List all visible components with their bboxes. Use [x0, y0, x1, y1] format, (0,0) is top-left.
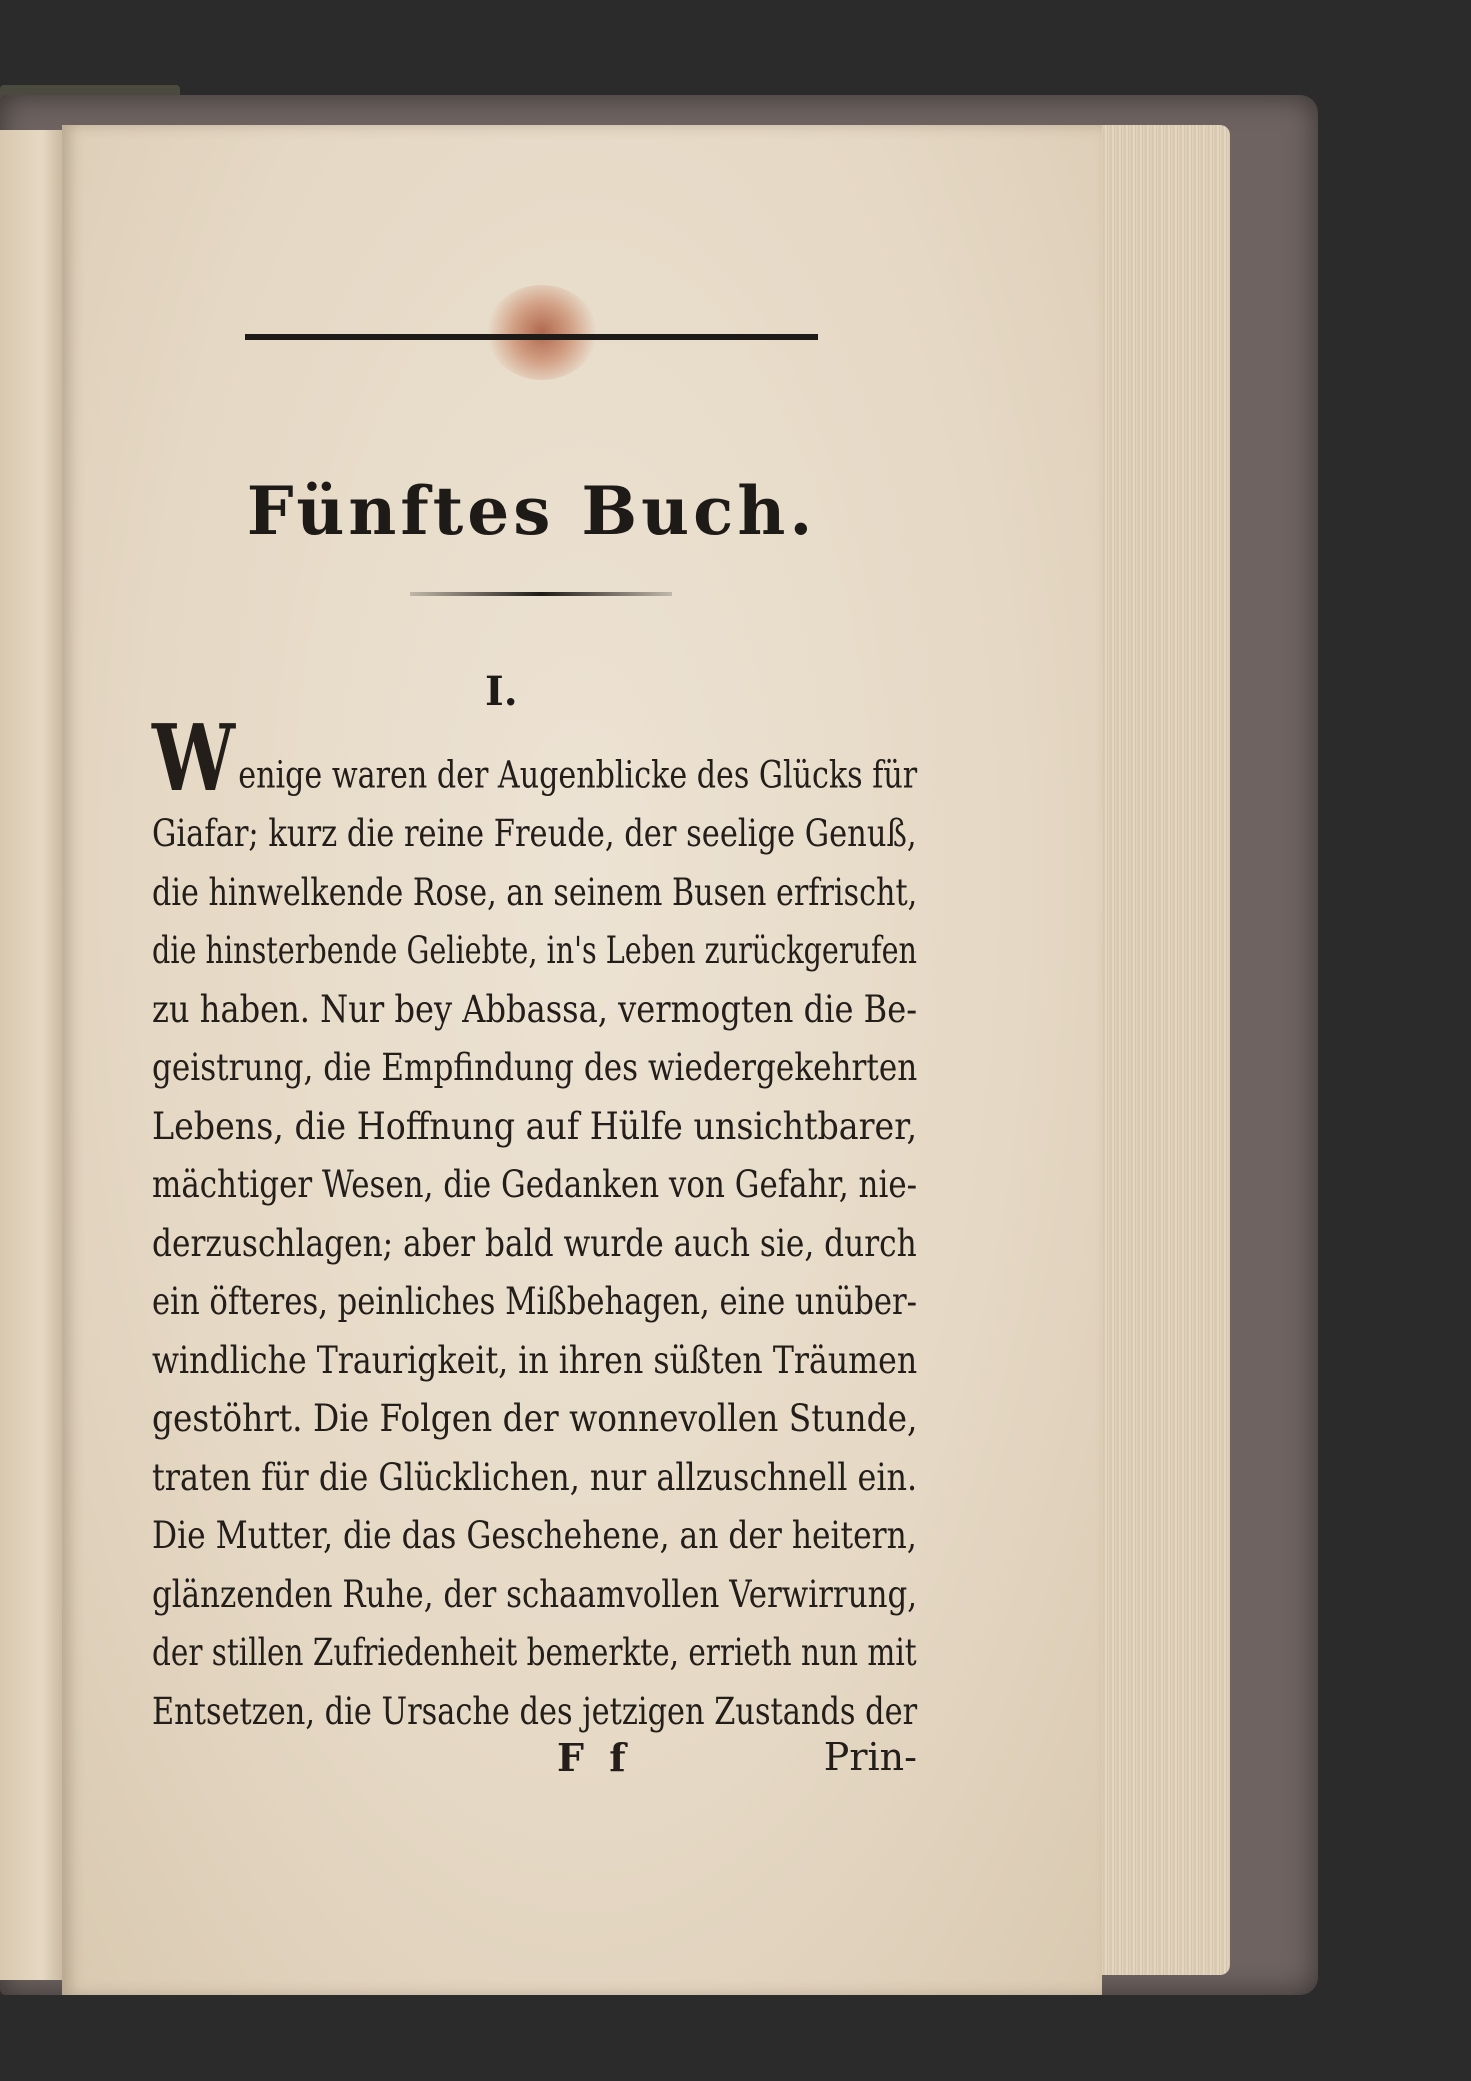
text-line: glänzenden Ruhe, der schaamvollen Verwirrung, — [152, 1571, 918, 1616]
first-line — [152, 704, 918, 812]
body-text — [152, 704, 918, 1740]
text-line: mächtiger Wesen, die Gedanken von Gefahr, nie- — [152, 1162, 918, 1206]
text-line: die hinsterbende Geliebte, in's Leben zurückgerufen — [152, 928, 917, 972]
text-line: traten für die Glücklichen, nur allzuschnell ein. — [152, 1454, 918, 1499]
text-line: die hinwelkende Rose, an seinem Busen erfrischt, — [152, 869, 918, 914]
text-line: ein öfteres, peinliches Mißbehagen, eine unüber- — [152, 1279, 918, 1323]
signature-mark: F f — [557, 1735, 632, 1780]
ornamental-rule — [410, 592, 672, 596]
text-line: windliche Traurigkeit, in ihren süßten Träumen — [152, 1337, 918, 1382]
page-edges — [1080, 125, 1230, 1975]
chapter-title: Fünftes Buch. — [246, 472, 817, 550]
text-line: geistrung, die Empfindung des wiedergekehrten — [152, 1045, 918, 1089]
text-line: derzuschlagen; aber bald wurde auch sie, durch — [152, 1220, 917, 1265]
text-line: der stillen Zufriedenheit bemerkte, errieth nun mit — [152, 1630, 917, 1674]
first-line-text: enige waren der Augenblicke des Glücks für — [238, 752, 918, 797]
catchword: Prin- — [823, 1735, 917, 1779]
top-rule — [245, 334, 818, 340]
foxing-stain — [487, 285, 597, 380]
text-line: gestöhrt. Die Folgen der wonnevollen Stunde, — [152, 1396, 918, 1440]
left-page — [0, 130, 70, 1980]
text-line: Entsetzen, die Ursache des jetzigen Zustands der — [152, 1688, 918, 1733]
dropcap: W — [152, 704, 236, 812]
section-number: I. — [485, 668, 518, 715]
page-footer — [152, 1735, 917, 1785]
text-line: Die Mutter, die das Geschehene, an der heitern, — [152, 1513, 917, 1557]
text-line: Lebens, die Hoffnung auf Hülfe unsichtbarer, — [152, 1103, 918, 1148]
text-line: zu haben. Nur bey Abbassa, vermogten die Be- — [152, 986, 918, 1031]
text-line: Giafar; kurz die reine Freude, der seelige Genuß, — [152, 811, 917, 855]
